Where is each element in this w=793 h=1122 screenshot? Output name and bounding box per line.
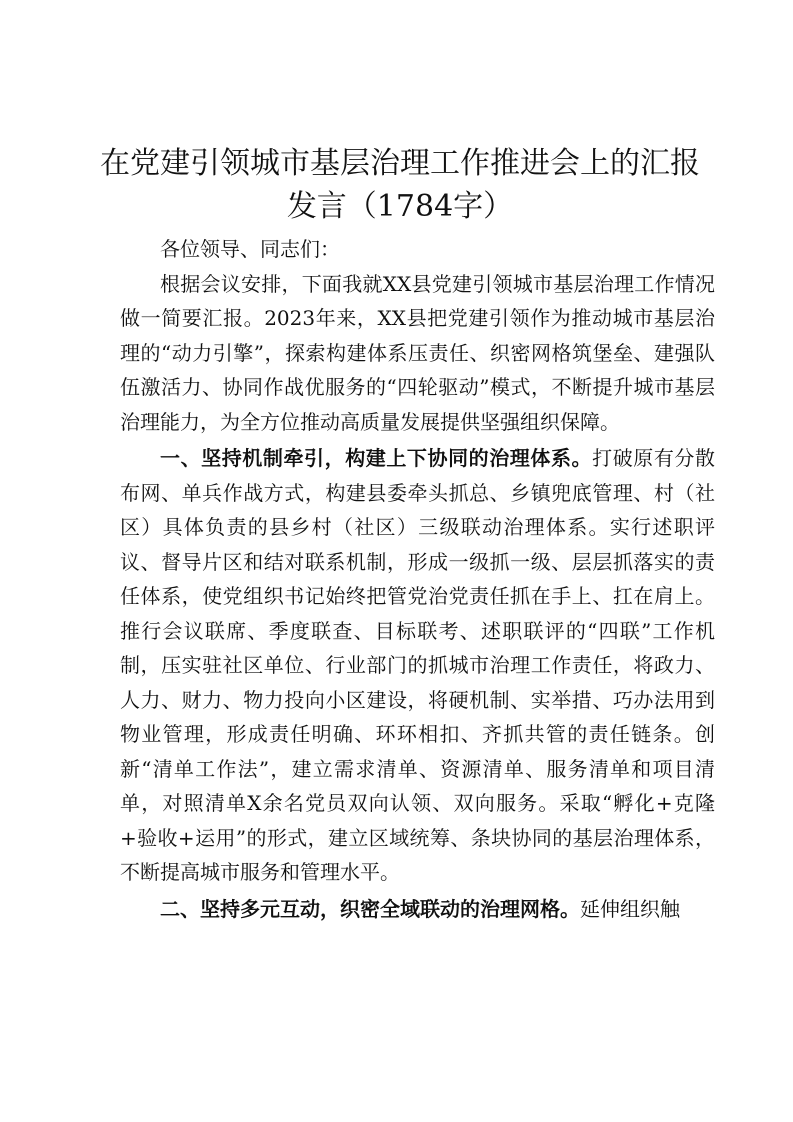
section-2-paragraph bbox=[120, 892, 715, 927]
section-1-body: 打破原有分散布网、单兵作战方式，构建县委牵头抓总、乡镇兜底管理、村（社区）具体负责的县乡村（社区）三级联动治理体系。实行述职评议、督导片区和结对联系机制，形成一级抓一级、层层抓落实的责任体系，使党组织书记始终把管党治党责任抓在手上、扛在肩上。推行会议联席、季度联查、目标联考、述职联评的“四联”工作机制，压实驻社区单位、行业部门的抓城市治理工作责任，将政力、人力、财力、物力投向小区建设，将硬机制、实举措、巧办法用到物业管理，形成责任明确、环环相扣、齐抓共管的责任链条。创新“清单工作法”，建立需求清单、资源清单、服务清单和项目清单，对照清单X余名党员双向认领、双向服务。采取“孵化+克隆+验收+运用”的形式，建立区域统筹、条块协同的基层治理体系，不断提高城市服务和管理水平。 bbox=[120, 446, 716, 884]
intro-paragraph: 根据会议安排，下面我就XX县党建引领城市基层治理工作情况做一简要汇报。2023年来，XX县把党建引领作为推动城市基层治理的“动力引擎”，探索构建体系压责任、织密网格筑堡垒、建强队伍激活力、协同作战优服务的“四轮驱动”模式，不断提升城市基层治理能力，为全方位推动高质量发展提供坚强组织保障。 bbox=[120, 271, 715, 434]
section-1-heading: 一、坚持机制牵引，构建上下协同的治理体系。 bbox=[160, 446, 593, 470]
section-1-paragraph bbox=[120, 441, 715, 890]
document-title: 在党建引领城市基层治理工作推进会上的汇报发言（1784字） bbox=[100, 146, 700, 224]
section-2-body: 延伸组织触 bbox=[580, 896, 680, 921]
salutation: 各位领导、同志们： bbox=[160, 237, 340, 261]
section-2-heading: 二、坚持多元互动，织密全域联动的治理网格。 bbox=[160, 896, 580, 921]
document-body bbox=[120, 232, 715, 926]
